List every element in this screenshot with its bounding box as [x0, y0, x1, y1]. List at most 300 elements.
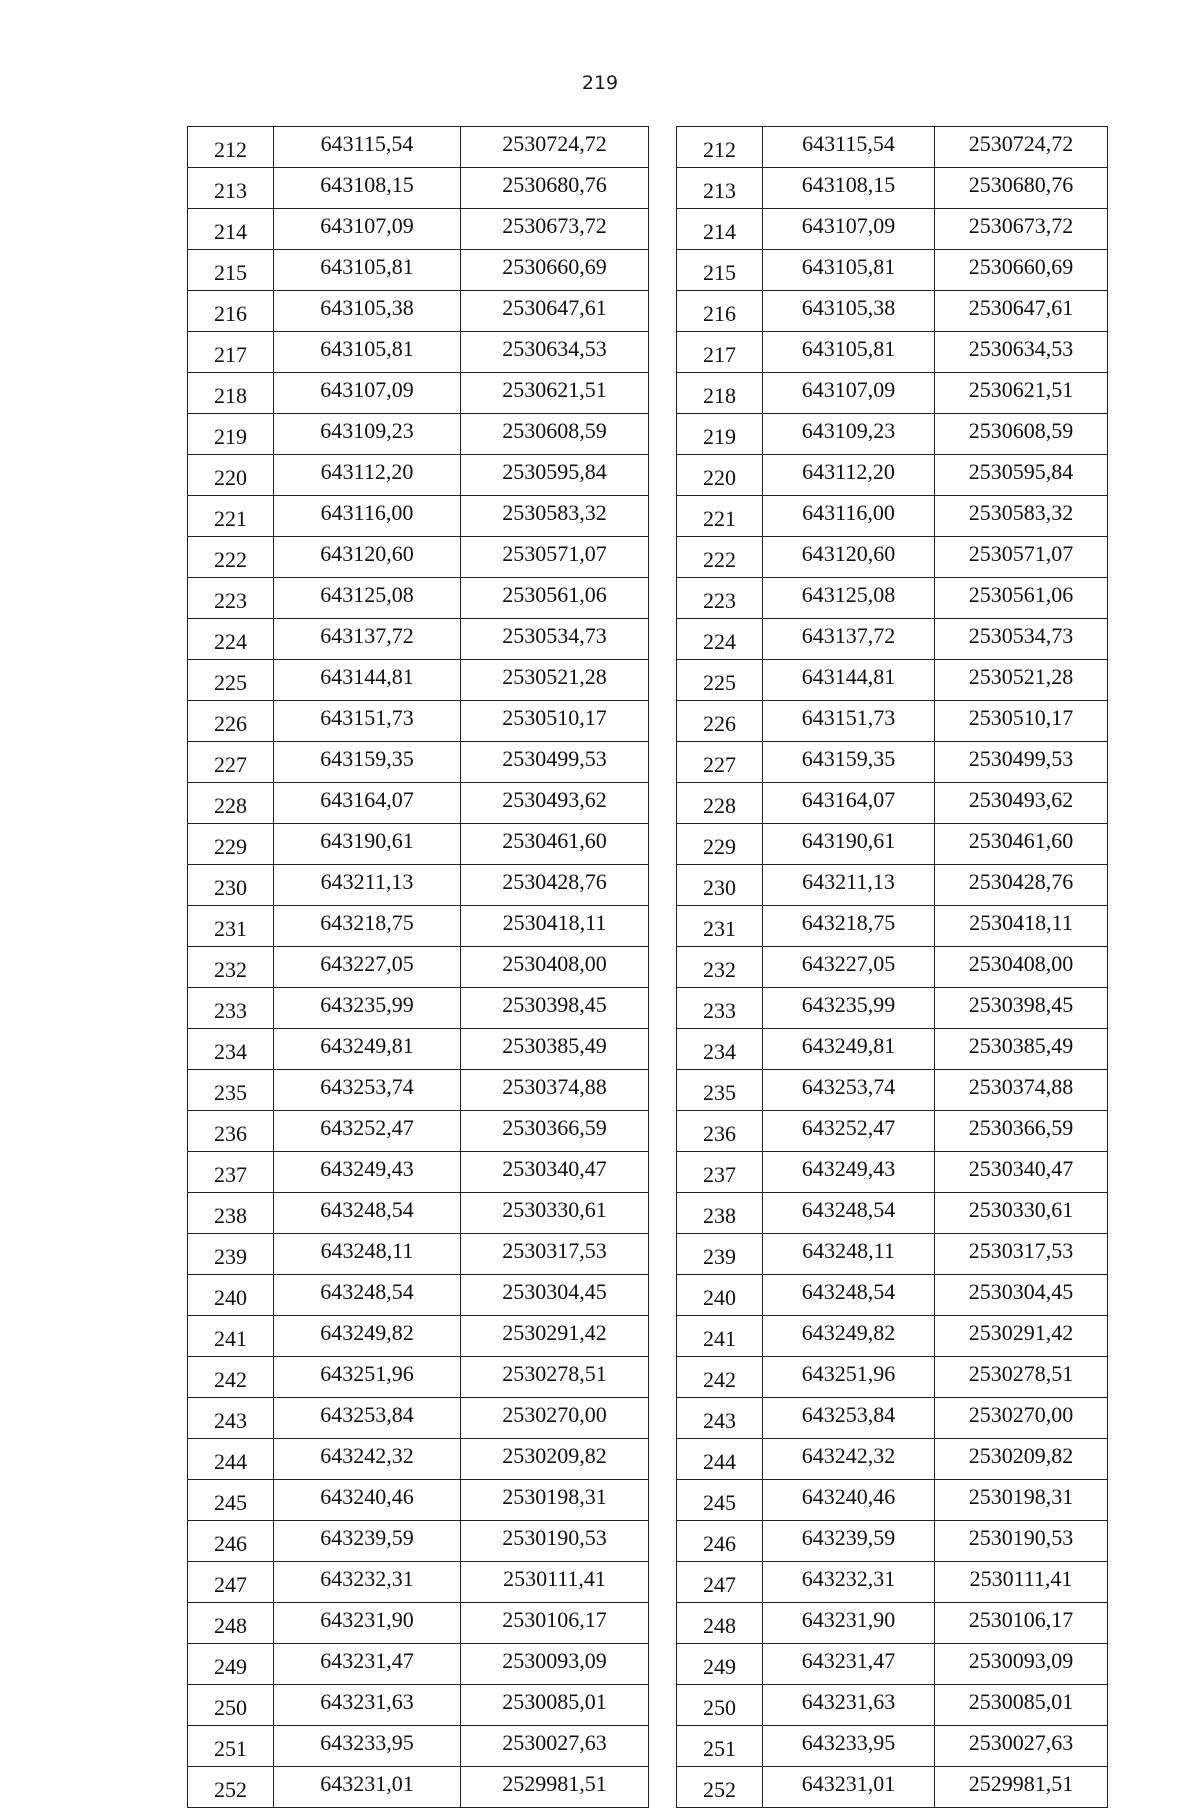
table-row	[677, 1070, 1108, 1111]
table-row	[188, 947, 649, 988]
y-coordinate-cell: 2530510,17	[461, 701, 649, 742]
y-coordinate-cell: 2530534,73	[461, 619, 649, 660]
table-row	[188, 1767, 649, 1808]
table-row	[188, 127, 649, 168]
point-number-cell: 235	[188, 1070, 274, 1111]
point-number-cell: 224	[677, 619, 763, 660]
coordinates-table-left	[187, 126, 649, 1808]
x-coordinate-cell: 643105,81	[763, 332, 935, 373]
point-number-cell: 225	[188, 660, 274, 701]
x-coordinate-cell: 643190,61	[763, 824, 935, 865]
table-row	[677, 619, 1108, 660]
table-row	[677, 1234, 1108, 1275]
table-row	[677, 332, 1108, 373]
x-coordinate-cell: 643253,84	[763, 1398, 935, 1439]
y-coordinate-cell: 2530724,72	[935, 127, 1108, 168]
y-coordinate-cell: 2530304,45	[935, 1275, 1108, 1316]
point-number-cell: 222	[188, 537, 274, 578]
x-coordinate-cell: 643107,09	[763, 373, 935, 414]
x-coordinate-cell: 643107,09	[274, 209, 461, 250]
table-row	[677, 988, 1108, 1029]
table-row	[188, 783, 649, 824]
point-number-cell: 227	[188, 742, 274, 783]
table-row	[677, 537, 1108, 578]
y-coordinate-cell: 2530085,01	[935, 1685, 1108, 1726]
y-coordinate-cell: 2530673,72	[461, 209, 649, 250]
y-coordinate-cell: 2530428,76	[461, 865, 649, 906]
y-coordinate-cell: 2530366,59	[461, 1111, 649, 1152]
table-row	[188, 455, 649, 496]
y-coordinate-cell: 2530304,45	[461, 1275, 649, 1316]
x-coordinate-cell: 643231,90	[763, 1603, 935, 1644]
point-number-cell: 243	[188, 1398, 274, 1439]
coordinates-table-right-body	[677, 127, 1108, 1808]
table-row	[677, 1357, 1108, 1398]
y-coordinate-cell: 2530461,60	[461, 824, 649, 865]
table-row	[188, 578, 649, 619]
x-coordinate-cell: 643231,63	[763, 1685, 935, 1726]
table-row	[188, 414, 649, 455]
y-coordinate-cell: 2529981,51	[461, 1767, 649, 1808]
x-coordinate-cell: 643211,13	[763, 865, 935, 906]
point-number-cell: 248	[188, 1603, 274, 1644]
point-number-cell: 216	[677, 291, 763, 332]
table-row	[677, 168, 1108, 209]
x-coordinate-cell: 643227,05	[274, 947, 461, 988]
point-number-cell: 213	[677, 168, 763, 209]
table-row	[677, 209, 1108, 250]
x-coordinate-cell: 643108,15	[274, 168, 461, 209]
table-row	[188, 1275, 649, 1316]
y-coordinate-cell: 2530398,45	[461, 988, 649, 1029]
point-number-cell: 220	[188, 455, 274, 496]
point-number-cell: 243	[677, 1398, 763, 1439]
x-coordinate-cell: 643105,38	[274, 291, 461, 332]
table-row	[677, 865, 1108, 906]
point-number-cell: 216	[188, 291, 274, 332]
x-coordinate-cell: 643231,47	[274, 1644, 461, 1685]
y-coordinate-cell: 2530571,07	[935, 537, 1108, 578]
x-coordinate-cell: 643248,54	[274, 1193, 461, 1234]
y-coordinate-cell: 2530027,63	[461, 1726, 649, 1767]
y-coordinate-cell: 2530027,63	[935, 1726, 1108, 1767]
table-row	[677, 1521, 1108, 1562]
point-number-cell: 240	[188, 1275, 274, 1316]
point-number-cell: 217	[188, 332, 274, 373]
point-number-cell: 248	[677, 1603, 763, 1644]
y-coordinate-cell: 2530418,11	[935, 906, 1108, 947]
x-coordinate-cell: 643233,95	[274, 1726, 461, 1767]
y-coordinate-cell: 2530398,45	[935, 988, 1108, 1029]
y-coordinate-cell: 2530680,76	[461, 168, 649, 209]
x-coordinate-cell: 643248,54	[763, 1275, 935, 1316]
y-coordinate-cell: 2530374,88	[935, 1070, 1108, 1111]
x-coordinate-cell: 643105,38	[763, 291, 935, 332]
x-coordinate-cell: 643231,01	[274, 1767, 461, 1808]
table-row	[677, 701, 1108, 742]
table-row	[188, 906, 649, 947]
x-coordinate-cell: 643164,07	[763, 783, 935, 824]
y-coordinate-cell: 2530510,17	[935, 701, 1108, 742]
coordinates-table-left-body	[188, 127, 649, 1808]
x-coordinate-cell: 643248,11	[274, 1234, 461, 1275]
y-coordinate-cell: 2530209,82	[461, 1439, 649, 1480]
y-coordinate-cell: 2530374,88	[461, 1070, 649, 1111]
point-number-cell: 239	[188, 1234, 274, 1275]
x-coordinate-cell: 643151,73	[763, 701, 935, 742]
y-coordinate-cell: 2530278,51	[935, 1357, 1108, 1398]
x-coordinate-cell: 643109,23	[763, 414, 935, 455]
x-coordinate-cell: 643112,20	[274, 455, 461, 496]
table-row	[188, 168, 649, 209]
point-number-cell: 218	[188, 373, 274, 414]
table-row	[188, 1193, 649, 1234]
x-coordinate-cell: 643109,23	[274, 414, 461, 455]
table-row	[188, 291, 649, 332]
x-coordinate-cell: 643159,35	[763, 742, 935, 783]
table-row	[677, 1316, 1108, 1357]
point-number-cell: 237	[188, 1152, 274, 1193]
y-coordinate-cell: 2530385,49	[461, 1029, 649, 1070]
y-coordinate-cell: 2530608,59	[935, 414, 1108, 455]
table-row	[677, 660, 1108, 701]
point-number-cell: 239	[677, 1234, 763, 1275]
x-coordinate-cell: 643105,81	[763, 250, 935, 291]
x-coordinate-cell: 643251,96	[763, 1357, 935, 1398]
y-coordinate-cell: 2530418,11	[461, 906, 649, 947]
point-number-cell: 232	[188, 947, 274, 988]
point-number-cell: 228	[188, 783, 274, 824]
point-number-cell: 227	[677, 742, 763, 783]
y-coordinate-cell: 2530198,31	[461, 1480, 649, 1521]
table-row	[677, 742, 1108, 783]
point-number-cell: 213	[188, 168, 274, 209]
table-row	[188, 824, 649, 865]
table-row	[188, 496, 649, 537]
point-number-cell: 224	[188, 619, 274, 660]
x-coordinate-cell: 643159,35	[274, 742, 461, 783]
x-coordinate-cell: 643240,46	[274, 1480, 461, 1521]
y-coordinate-cell: 2530291,42	[461, 1316, 649, 1357]
point-number-cell: 245	[188, 1480, 274, 1521]
point-number-cell: 231	[188, 906, 274, 947]
table-row	[677, 1275, 1108, 1316]
table-row	[188, 1029, 649, 1070]
table-row	[677, 906, 1108, 947]
x-coordinate-cell: 643232,31	[274, 1562, 461, 1603]
point-number-cell: 247	[677, 1562, 763, 1603]
y-coordinate-cell: 2530534,73	[935, 619, 1108, 660]
y-coordinate-cell: 2530093,09	[461, 1644, 649, 1685]
table-row	[188, 1603, 649, 1644]
x-coordinate-cell: 643240,46	[763, 1480, 935, 1521]
y-coordinate-cell: 2530724,72	[461, 127, 649, 168]
y-coordinate-cell: 2530190,53	[461, 1521, 649, 1562]
table-row	[188, 537, 649, 578]
point-number-cell: 232	[677, 947, 763, 988]
x-coordinate-cell: 643231,90	[274, 1603, 461, 1644]
x-coordinate-cell: 643116,00	[274, 496, 461, 537]
point-number-cell: 246	[188, 1521, 274, 1562]
x-coordinate-cell: 643233,95	[763, 1726, 935, 1767]
x-coordinate-cell: 643137,72	[763, 619, 935, 660]
table-row	[677, 291, 1108, 332]
point-number-cell: 215	[677, 250, 763, 291]
point-number-cell: 218	[677, 373, 763, 414]
table-row	[188, 1726, 649, 1767]
point-number-cell: 221	[188, 496, 274, 537]
point-number-cell: 244	[188, 1439, 274, 1480]
x-coordinate-cell: 643251,96	[274, 1357, 461, 1398]
x-coordinate-cell: 643249,43	[274, 1152, 461, 1193]
table-row	[188, 373, 649, 414]
table-row	[677, 1111, 1108, 1152]
table-row	[677, 947, 1108, 988]
y-coordinate-cell: 2530291,42	[935, 1316, 1108, 1357]
point-number-cell: 242	[188, 1357, 274, 1398]
y-coordinate-cell: 2530634,53	[461, 332, 649, 373]
y-coordinate-cell: 2530085,01	[461, 1685, 649, 1726]
y-coordinate-cell: 2530330,61	[935, 1193, 1108, 1234]
point-number-cell: 230	[677, 865, 763, 906]
x-coordinate-cell: 643107,09	[274, 373, 461, 414]
x-coordinate-cell: 643108,15	[763, 168, 935, 209]
y-coordinate-cell: 2530647,61	[461, 291, 649, 332]
y-coordinate-cell: 2530408,00	[461, 947, 649, 988]
table-row	[677, 1193, 1108, 1234]
table-row	[677, 1726, 1108, 1767]
y-coordinate-cell: 2530106,17	[461, 1603, 649, 1644]
point-number-cell: 236	[188, 1111, 274, 1152]
y-coordinate-cell: 2530493,62	[461, 783, 649, 824]
table-row	[188, 1685, 649, 1726]
x-coordinate-cell: 643120,60	[763, 537, 935, 578]
x-coordinate-cell: 643249,82	[274, 1316, 461, 1357]
table-row	[188, 865, 649, 906]
table-row	[677, 496, 1108, 537]
y-coordinate-cell: 2530408,00	[935, 947, 1108, 988]
y-coordinate-cell: 2530621,51	[935, 373, 1108, 414]
y-coordinate-cell: 2530521,28	[461, 660, 649, 701]
y-coordinate-cell: 2530647,61	[935, 291, 1108, 332]
y-coordinate-cell: 2530111,41	[461, 1562, 649, 1603]
point-number-cell: 212	[677, 127, 763, 168]
x-coordinate-cell: 643115,54	[763, 127, 935, 168]
x-coordinate-cell: 643248,54	[274, 1275, 461, 1316]
x-coordinate-cell: 643125,08	[763, 578, 935, 619]
y-coordinate-cell: 2529981,51	[935, 1767, 1108, 1808]
table-row	[188, 988, 649, 1029]
table-row	[188, 1562, 649, 1603]
y-coordinate-cell: 2530680,76	[935, 168, 1108, 209]
y-coordinate-cell: 2530385,49	[935, 1029, 1108, 1070]
x-coordinate-cell: 643249,81	[274, 1029, 461, 1070]
y-coordinate-cell: 2530660,69	[935, 250, 1108, 291]
x-coordinate-cell: 643253,84	[274, 1398, 461, 1439]
table-row	[188, 1521, 649, 1562]
table-row	[677, 1480, 1108, 1521]
x-coordinate-cell: 643116,00	[763, 496, 935, 537]
point-number-cell: 229	[188, 824, 274, 865]
point-number-cell: 250	[188, 1685, 274, 1726]
table-row	[677, 1029, 1108, 1070]
table-row	[188, 1316, 649, 1357]
x-coordinate-cell: 643248,11	[763, 1234, 935, 1275]
point-number-cell: 250	[677, 1685, 763, 1726]
x-coordinate-cell: 643239,59	[763, 1521, 935, 1562]
table-row	[188, 250, 649, 291]
y-coordinate-cell: 2530499,53	[935, 742, 1108, 783]
x-coordinate-cell: 643231,01	[763, 1767, 935, 1808]
table-row	[677, 1603, 1108, 1644]
x-coordinate-cell: 643242,32	[763, 1439, 935, 1480]
y-coordinate-cell: 2530634,53	[935, 332, 1108, 373]
y-coordinate-cell: 2530330,61	[461, 1193, 649, 1234]
y-coordinate-cell: 2530595,84	[935, 455, 1108, 496]
point-number-cell: 234	[188, 1029, 274, 1070]
x-coordinate-cell: 643112,20	[763, 455, 935, 496]
table-row	[188, 742, 649, 783]
point-number-cell: 214	[188, 209, 274, 250]
y-coordinate-cell: 2530366,59	[935, 1111, 1108, 1152]
point-number-cell: 252	[188, 1767, 274, 1808]
y-coordinate-cell: 2530583,32	[461, 496, 649, 537]
x-coordinate-cell: 643252,47	[274, 1111, 461, 1152]
x-coordinate-cell: 643235,99	[274, 988, 461, 1029]
point-number-cell: 219	[677, 414, 763, 455]
y-coordinate-cell: 2530595,84	[461, 455, 649, 496]
table-row	[677, 414, 1108, 455]
table-row	[188, 660, 649, 701]
point-number-cell: 246	[677, 1521, 763, 1562]
x-coordinate-cell: 643107,09	[763, 209, 935, 250]
table-row	[188, 1439, 649, 1480]
x-coordinate-cell: 643144,81	[763, 660, 935, 701]
point-number-cell: 215	[188, 250, 274, 291]
y-coordinate-cell: 2530270,00	[461, 1398, 649, 1439]
x-coordinate-cell: 643227,05	[763, 947, 935, 988]
point-number-cell: 236	[677, 1111, 763, 1152]
point-number-cell: 214	[677, 209, 763, 250]
table-row	[677, 783, 1108, 824]
point-number-cell: 226	[188, 701, 274, 742]
point-number-cell: 233	[677, 988, 763, 1029]
table-row	[677, 1685, 1108, 1726]
point-number-cell: 221	[677, 496, 763, 537]
point-number-cell: 252	[677, 1767, 763, 1808]
y-coordinate-cell: 2530561,06	[935, 578, 1108, 619]
x-coordinate-cell: 643105,81	[274, 250, 461, 291]
point-number-cell: 241	[188, 1316, 274, 1357]
point-number-cell: 223	[677, 578, 763, 619]
y-coordinate-cell: 2530660,69	[461, 250, 649, 291]
y-coordinate-cell: 2530198,31	[935, 1480, 1108, 1521]
table-row	[188, 1644, 649, 1685]
y-coordinate-cell: 2530461,60	[935, 824, 1108, 865]
point-number-cell: 241	[677, 1316, 763, 1357]
point-number-cell: 229	[677, 824, 763, 865]
point-number-cell: 242	[677, 1357, 763, 1398]
table-row	[188, 1152, 649, 1193]
y-coordinate-cell: 2530499,53	[461, 742, 649, 783]
y-coordinate-cell: 2530340,47	[461, 1152, 649, 1193]
y-coordinate-cell: 2530493,62	[935, 783, 1108, 824]
x-coordinate-cell: 643120,60	[274, 537, 461, 578]
point-number-cell: 223	[188, 578, 274, 619]
x-coordinate-cell: 643248,54	[763, 1193, 935, 1234]
table-row	[677, 1398, 1108, 1439]
x-coordinate-cell: 643249,43	[763, 1152, 935, 1193]
point-number-cell: 247	[188, 1562, 274, 1603]
y-coordinate-cell: 2530428,76	[935, 865, 1108, 906]
x-coordinate-cell: 643164,07	[274, 783, 461, 824]
x-coordinate-cell: 643235,99	[763, 988, 935, 1029]
table-row	[677, 578, 1108, 619]
table-row	[188, 1357, 649, 1398]
point-number-cell: 231	[677, 906, 763, 947]
y-coordinate-cell: 2530190,53	[935, 1521, 1108, 1562]
point-number-cell: 233	[188, 988, 274, 1029]
table-row	[677, 250, 1108, 291]
x-coordinate-cell: 643232,31	[763, 1562, 935, 1603]
x-coordinate-cell: 643218,75	[763, 906, 935, 947]
point-number-cell: 238	[677, 1193, 763, 1234]
table-row	[677, 1562, 1108, 1603]
y-coordinate-cell: 2530608,59	[461, 414, 649, 455]
y-coordinate-cell: 2530583,32	[935, 496, 1108, 537]
point-number-cell: 249	[188, 1644, 274, 1685]
table-row	[188, 1234, 649, 1275]
point-number-cell: 245	[677, 1480, 763, 1521]
point-number-cell: 251	[677, 1726, 763, 1767]
x-coordinate-cell: 643231,47	[763, 1644, 935, 1685]
table-row	[188, 1070, 649, 1111]
point-number-cell: 222	[677, 537, 763, 578]
x-coordinate-cell: 643144,81	[274, 660, 461, 701]
x-coordinate-cell: 643105,81	[274, 332, 461, 373]
y-coordinate-cell: 2530111,41	[935, 1562, 1108, 1603]
y-coordinate-cell: 2530561,06	[461, 578, 649, 619]
y-coordinate-cell: 2530521,28	[935, 660, 1108, 701]
table-row	[677, 455, 1108, 496]
table-row	[188, 209, 649, 250]
table-row	[677, 373, 1108, 414]
table-row	[677, 1152, 1108, 1193]
y-coordinate-cell: 2530106,17	[935, 1603, 1108, 1644]
point-number-cell: 230	[188, 865, 274, 906]
y-coordinate-cell: 2530270,00	[935, 1398, 1108, 1439]
table-row	[677, 127, 1108, 168]
point-number-cell: 249	[677, 1644, 763, 1685]
table-row	[188, 1480, 649, 1521]
coordinates-table-right	[676, 126, 1108, 1808]
table-row	[677, 1644, 1108, 1685]
x-coordinate-cell: 643249,82	[763, 1316, 935, 1357]
point-number-cell: 228	[677, 783, 763, 824]
y-coordinate-cell: 2530278,51	[461, 1357, 649, 1398]
table-row	[188, 1111, 649, 1152]
x-coordinate-cell: 643253,74	[274, 1070, 461, 1111]
point-number-cell: 244	[677, 1439, 763, 1480]
point-number-cell: 212	[188, 127, 274, 168]
page-number: 219	[581, 72, 619, 94]
point-number-cell: 238	[188, 1193, 274, 1234]
point-number-cell: 251	[188, 1726, 274, 1767]
x-coordinate-cell: 643211,13	[274, 865, 461, 906]
y-coordinate-cell: 2530340,47	[935, 1152, 1108, 1193]
point-number-cell: 217	[677, 332, 763, 373]
point-number-cell: 235	[677, 1070, 763, 1111]
